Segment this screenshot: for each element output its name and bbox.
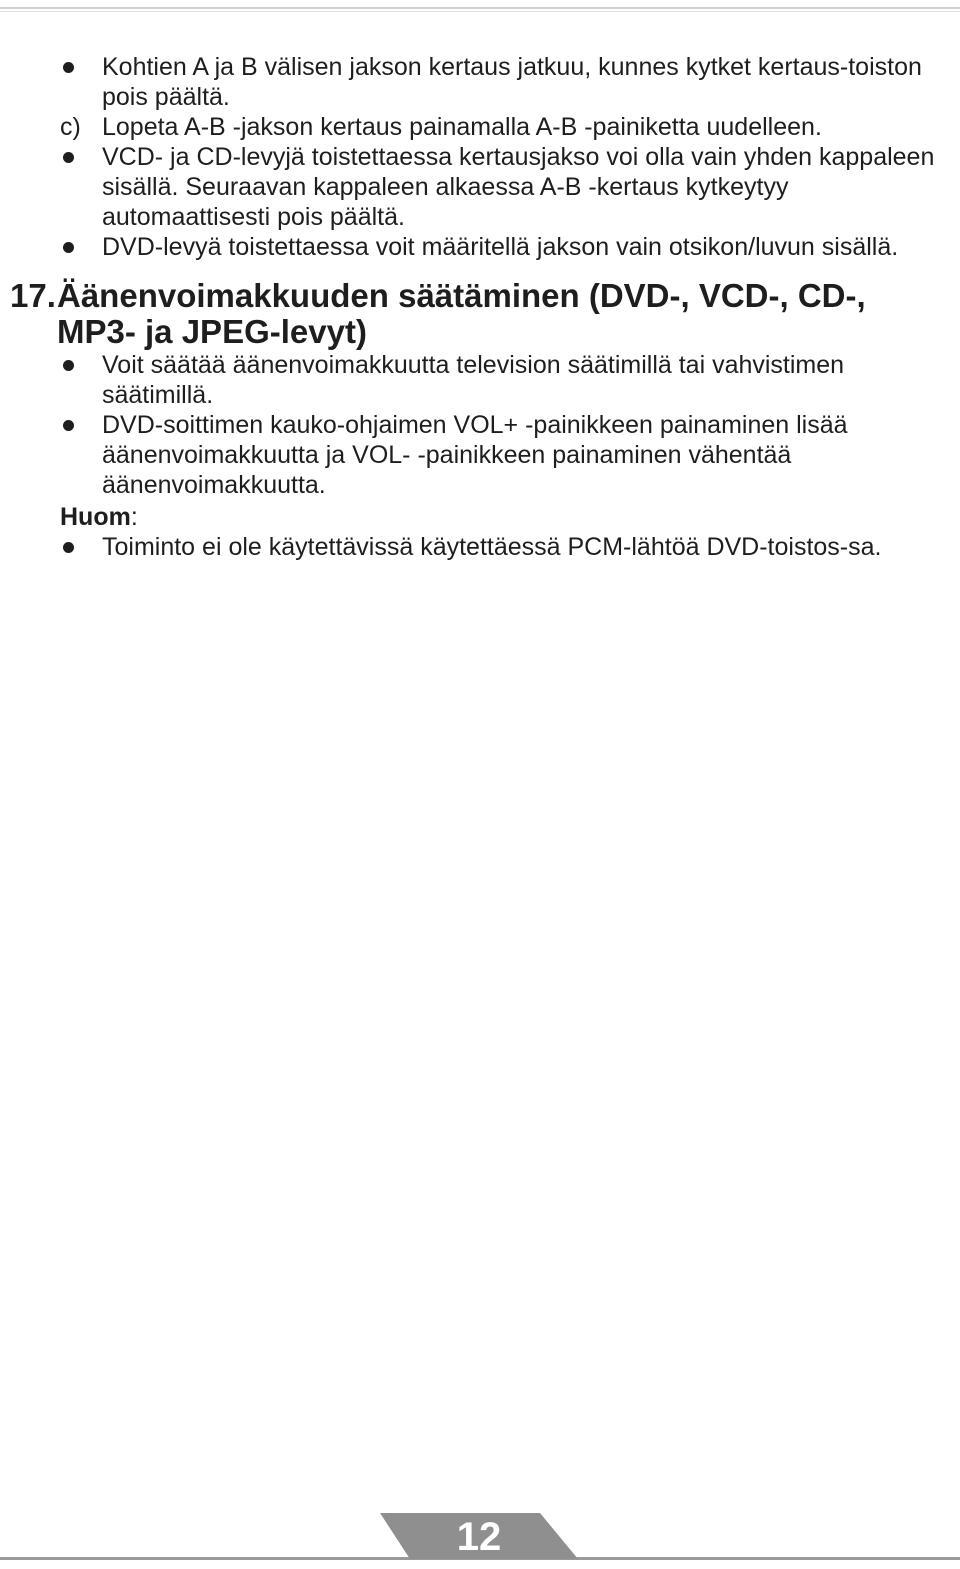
section-number: 17. [10,277,56,314]
list-item-text: Toiminto ei ole käytettävissä käytettäessä PCM-lähtöä DVD-toistos-sa. [102,533,882,561]
note-label [60,502,960,532]
page-number: 12 [456,1515,502,1559]
list-item-text: Kohtien A ja B välisen jakson kertaus jatkuu, kunnes kytket kertaus-toiston pois päältä. [102,53,922,111]
bullet-icon [63,542,74,553]
bullet-icon [63,242,74,253]
list-item-text: DVD-levyä toistettaessa voit määritellä jakson vain otsikon/luvun sisällä. [102,233,899,261]
list-item [0,532,960,562]
list-item [0,142,960,232]
bullet-icon [63,360,74,371]
bullet-icon [63,152,74,163]
list-item-text: Voit säätää äänenvoimakkuutta television säätimillä tai vahvistimen säätimillä. [102,351,845,409]
step-item [0,112,960,142]
note-label-colon: : [130,503,138,531]
step-marker: c) [60,113,81,141]
page-content [0,52,960,562]
list-item [0,232,960,262]
list-item [0,52,960,112]
list-item [0,350,960,410]
list-item-text: VCD- ja CD-levyjä toistettaessa kertausjakso voi olla vain yhden kappaleen sisällä. Seuraavan kappaleen alkaessa A-B -kertaus kytkeytyy automaattisesti pois päältä. [102,143,935,231]
top-rule-thin [0,11,960,12]
section-title: Äänenvoimakkuuden säätäminen (DVD-, VCD-, CD-, MP3- ja JPEG-levyt) [57,277,866,350]
list-item-text: DVD-soittimen kauko-ohjaimen VOL+ -painikkeen painaminen lisää äänenvoimakkuutta ja VOL- -painikkeen painaminen vähentää äänenvoimakkuutta. [102,411,848,499]
bullet-icon [63,62,74,73]
step-text: Lopeta A-B -jakson kertaus painamalla A-B -painiketta uudelleen. [102,113,822,141]
bullet-icon [63,420,74,431]
note-label-text: Huom [60,503,131,531]
section-heading [0,278,960,350]
list-item [0,410,960,500]
top-rule [0,7,960,9]
